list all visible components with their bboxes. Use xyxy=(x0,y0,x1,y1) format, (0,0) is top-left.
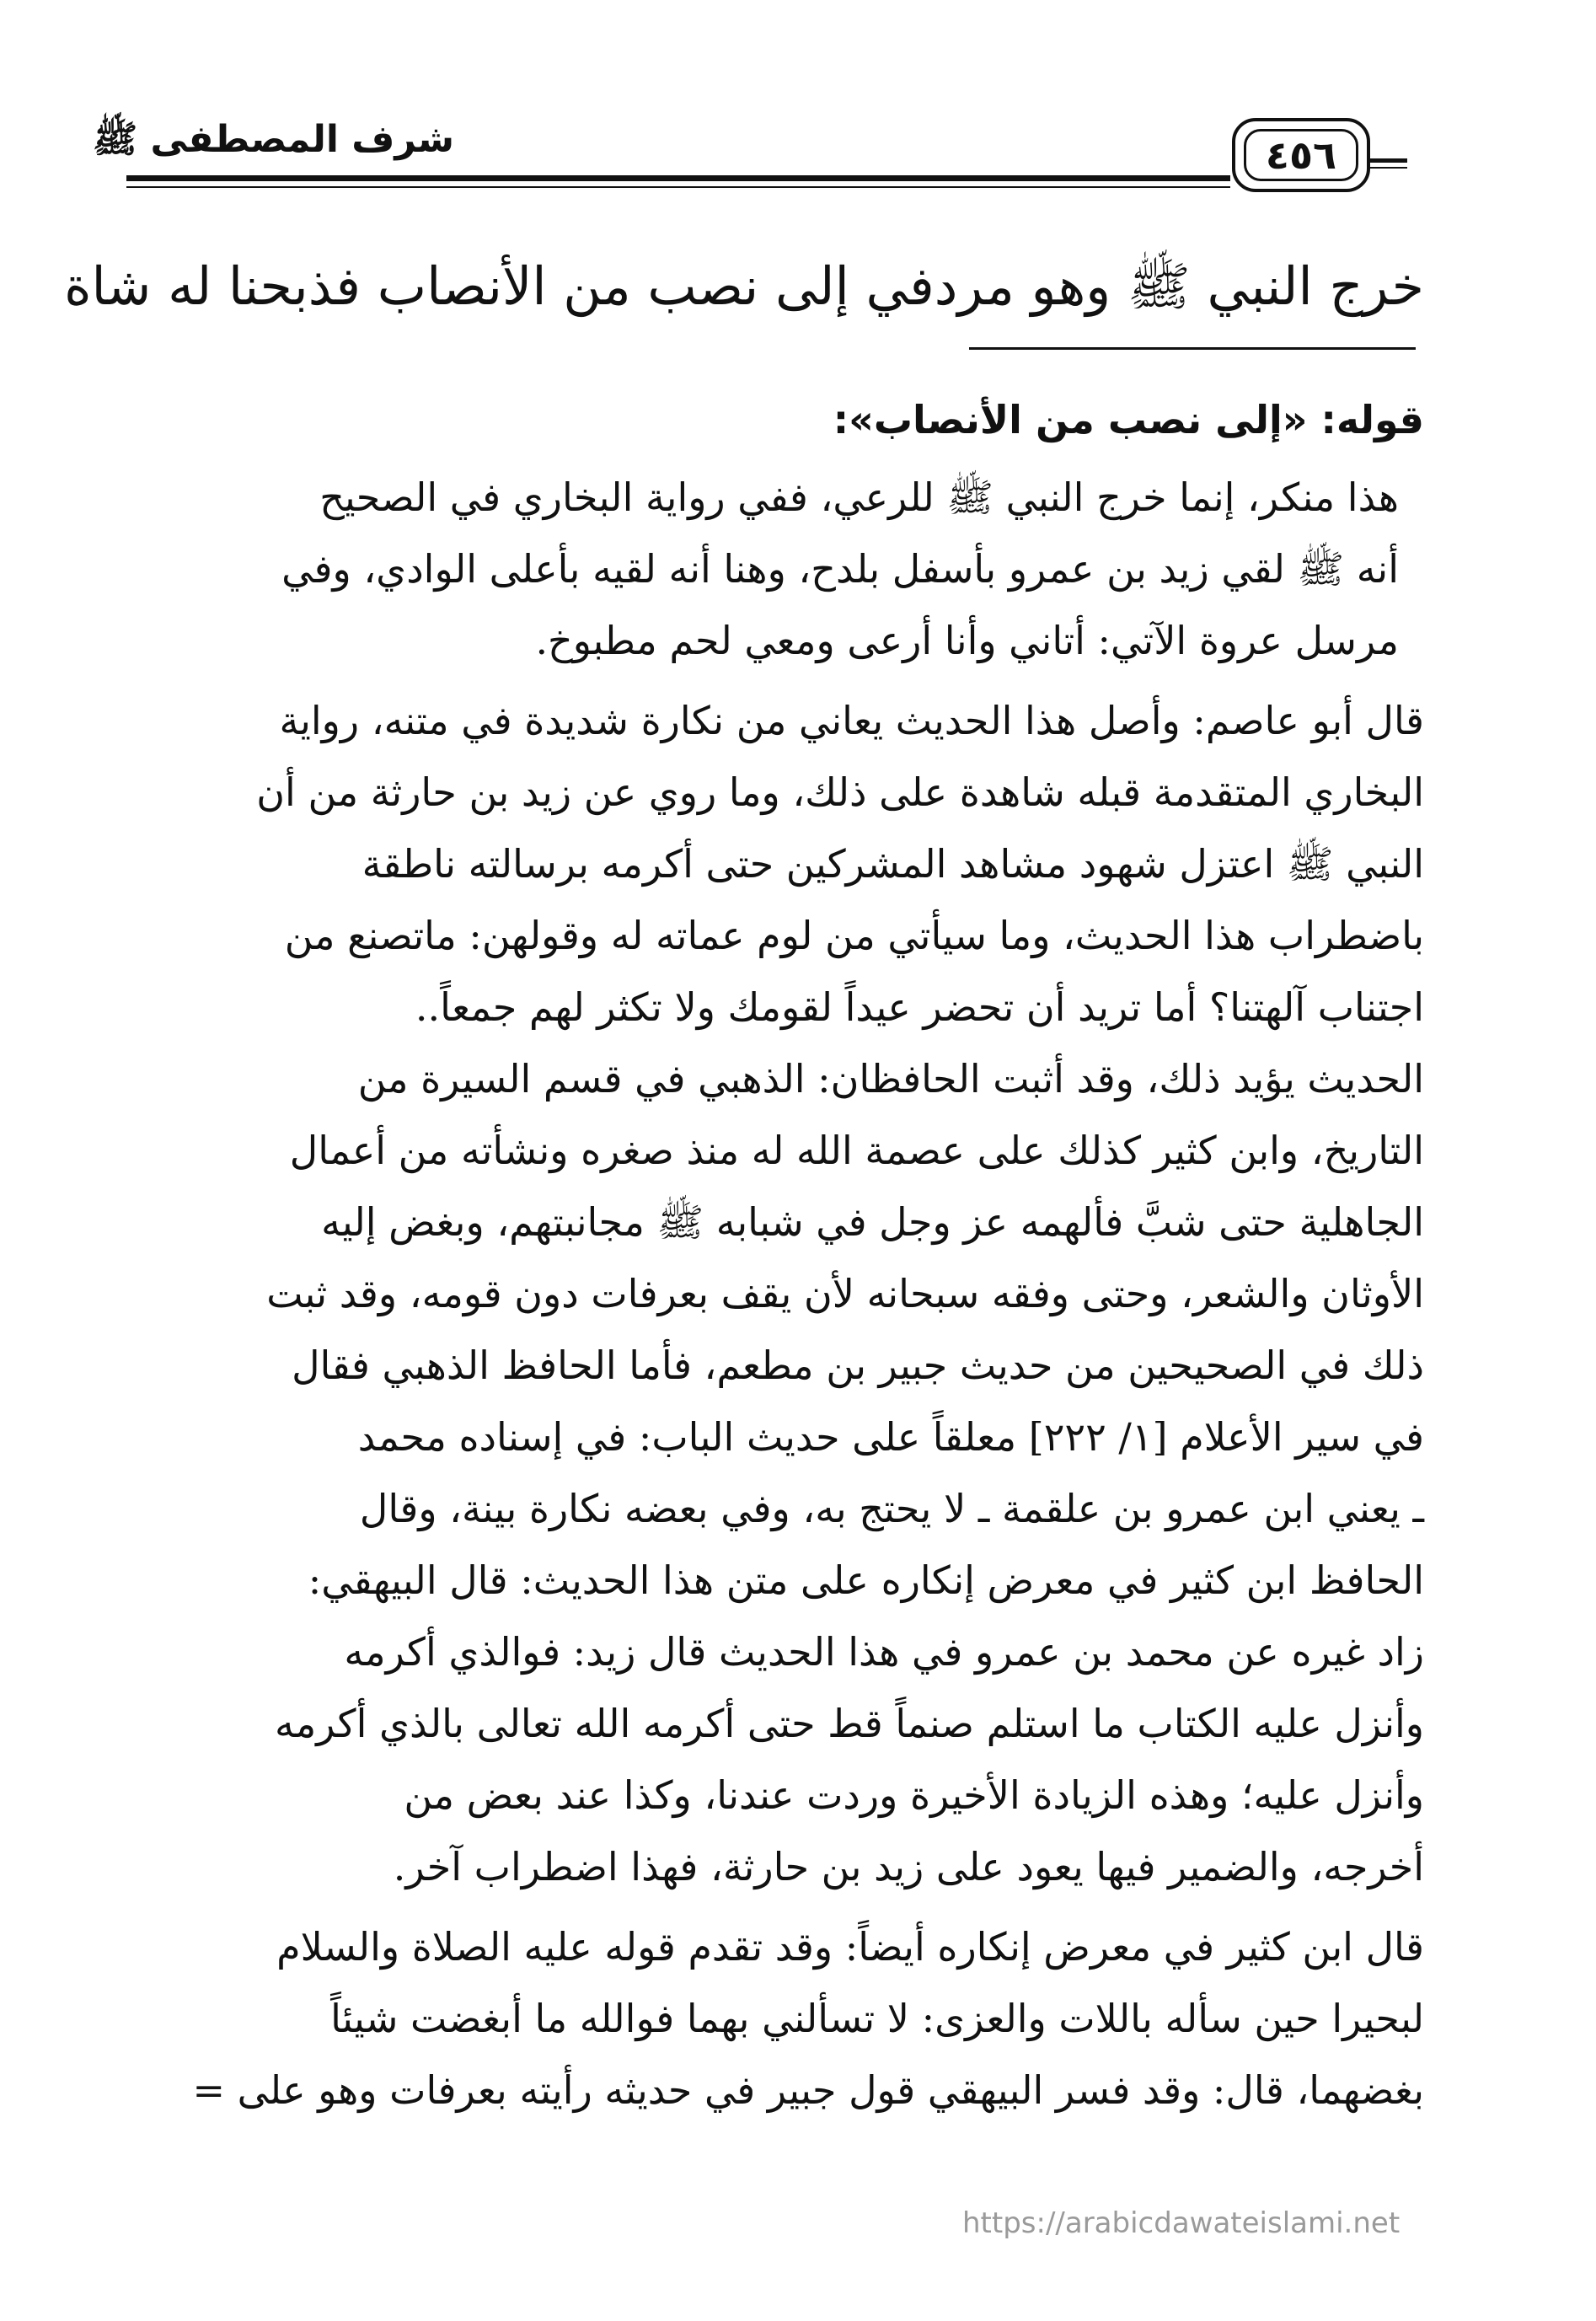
header-rule-right-thin xyxy=(1367,167,1407,169)
paragraph-2-line: الحافظ ابن كثير في معرض إنكاره على متن هذا الحديث: قال البيهقي: xyxy=(308,1557,1424,1603)
hadith-separator xyxy=(969,347,1416,350)
paragraph-1-line: أنه ﷺ لقي زيد بن عمرو بأسفل بلدح، وهنا أنه لقيه بأعلى الوادي، وفي xyxy=(281,546,1399,592)
header-rule-thick xyxy=(126,175,1230,181)
paragraph-2-line: ذلك في الصحيحين من حديث جبير بن مطعم، فأما الحافظ الذهبي فقال xyxy=(292,1343,1424,1388)
commentary-paragraph-1 xyxy=(118,462,1424,677)
paragraph-1-line: مرسل عروة الآتي: أتاني وأنا أرعى ومعي لحم مطبوخ. xyxy=(535,618,1399,663)
paragraph-2-line: الجاهلية حتى شبَّ فألهمه عز وجل في شبابه ﷺ مجانبتهم، وبغض إليه xyxy=(321,1199,1424,1245)
commentary xyxy=(118,386,1424,2126)
paragraph-2-line: الأوثان والشعر، وحتى وفقه سبحانه لأن يقف بعرفات دون قومه، وقد ثبت xyxy=(266,1271,1424,1316)
page-number-frame xyxy=(1232,118,1370,192)
paragraph-2-line: زاد غيره عن محمد بن عمرو في هذا الحديث قال زيد: فوالذي أكرمه xyxy=(344,1629,1424,1675)
paragraph-2-line: وأنزل عليه؛ وهذه الزيادة الأخيرة وردت عندنا، وكذا عند بعض من xyxy=(404,1772,1424,1818)
paragraph-2-line: الحديث يؤيد ذلك، وقد أثبت الحافظان: الذهبي في قسم السيرة من xyxy=(357,1056,1424,1102)
commentary-heading: قوله: «إلى نصب من الأنصاب»: xyxy=(833,397,1424,442)
paragraph-3-line: قال ابن كثير في معرض إنكاره أيضاً: وقد تقدم قوله عليه الصلاة والسلام xyxy=(276,1924,1424,1970)
paragraph-2-line: وأنزل عليه الكتاب ما استلم صنماً قط حتى أكرمه الله تعالى بالذي أكرمه xyxy=(274,1701,1424,1746)
running-title: شرف المصطفى ﷺ xyxy=(93,118,455,161)
paragraph-2-line: قال أبو عاصم: وأصل هذا الحديث يعاني من نكارة شديدة في متنه، رواية xyxy=(279,698,1424,743)
paragraph-2-line: في سير الأعلام [١/ ٢٢٢] معلقاً على حديث الباب: في إسناده محمد xyxy=(357,1414,1424,1460)
paragraph-2-line: باضطراب هذا الحديث، وما سيأتي من لوم عماته له وقولهن: ماتصنع من xyxy=(284,913,1424,958)
paragraph-2-line: اجتناب آلهتنا؟ أما تريد أن تحضر عيداً لقومك ولا تكثر لهم جمعاً.. xyxy=(415,984,1424,1030)
paragraph-2-line: النبي ﷺ اعتزل شهود مشاهد المشركين حتى أكرمه برسالته ناطقة xyxy=(362,841,1424,887)
watermark-url: https://arabicdawateislami.net xyxy=(962,2206,1401,2240)
hadith-text: خرج النبي ﷺ وهو مردفي إلى نصب من الأنصاب فذبحنا له شاة xyxy=(64,255,1424,317)
paragraph-2-line: أخرجه، والضمير فيها يعود على زيد بن حارثة، فهذا اضطراب آخر. xyxy=(393,1844,1424,1889)
commentary-paragraph-2 xyxy=(118,685,1424,1903)
paragraph-2-line: التاريخ، وابن كثير كذلك على عصمة الله له منذ صغره ونشأته من أعمال xyxy=(289,1128,1424,1173)
paragraph-2-line: ـ يعني ابن عمرو بن علقمة ـ لا يحتج به، وفي بعضه نكارة بينة، وقال xyxy=(359,1486,1424,1531)
paragraph-3-line: بغضهما، قال: وقد فسر البيهقي قول جبير في حديثه رأيته بعرفات وهو على = xyxy=(192,2067,1424,2113)
paragraph-1-line: هذا منكر، إنما خرج النبي ﷺ للرعي، ففي رواية البخاري في الصحيح xyxy=(319,474,1399,520)
commentary-paragraph-3 xyxy=(118,1911,1424,2126)
paragraph-2-line: البخاري المتقدمة قبله شاهدة على ذلك، وما روي عن زيد بن حارثة من أن xyxy=(256,769,1424,815)
header-rule-thin xyxy=(126,186,1230,188)
header-rule-right-thick xyxy=(1367,158,1407,163)
paragraph-3-line: لبحيرا حين سأله باللات والعزى: لا تسألني بهما فوالله ما أبغضت شيئاً xyxy=(330,1996,1424,2041)
page-number: ٤٥٦ xyxy=(1244,129,1358,181)
